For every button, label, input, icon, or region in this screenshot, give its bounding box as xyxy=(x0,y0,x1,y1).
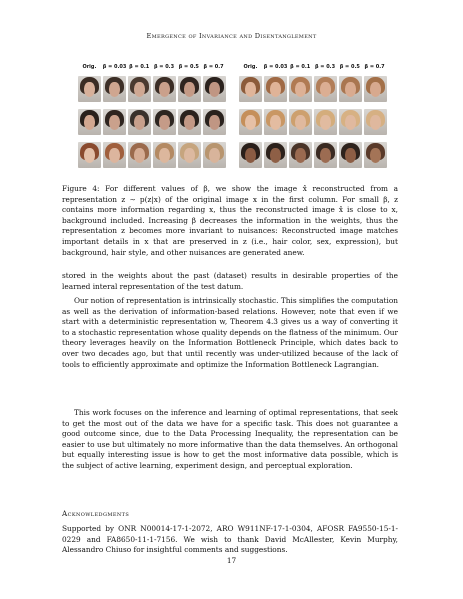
face-image xyxy=(339,76,362,102)
face-image xyxy=(264,76,287,102)
paragraph-text: This work focuses on the inference and learning of optimal representations, that seek to get the most out of the data we have for a specific task. This does not guarantee a good outcome since, due to the Data Processing Inequality, the representation can be easier to use but ultimately no more informative than the data themselves. An orthogonal but equally interesting issue is how to get the most informative data possible, which is the subject of active learning, experiment design, and perceptual exploration. xyxy=(62,408,398,470)
body-paragraph-1 xyxy=(62,271,398,292)
face-image xyxy=(289,142,312,168)
paragraph-text: stored in the weights about the past (dataset) results in desirable properties of the learned interal representation of the test datum. xyxy=(62,271,398,291)
figure-caption: Figure 4: For different values of β, we show the image x̂ reconstructed from a representation z ∼ p(z|x) of the original image x in the first column. For small β, z contains more information regarding x, thus the reconstructed image x̂ is close to x, background included. Increasing β decreases the information in the weights, thus the representation z becomes more invariant to nuisances: Reconstructed image matches important details in x that are preserved in z (i.e., hair color, sex, expression), but background, hair style, and other nuisances are generated anew. xyxy=(62,184,398,257)
face-image xyxy=(78,76,101,102)
face-image xyxy=(178,76,201,102)
face-image xyxy=(153,109,176,135)
face-image xyxy=(264,142,287,168)
column-labels-left xyxy=(78,64,227,73)
col-label: Orig. xyxy=(82,64,97,70)
face-image xyxy=(264,109,287,135)
col-label: β = 0.7 xyxy=(364,64,385,70)
face-image xyxy=(364,142,387,168)
body-paragraph-3 xyxy=(62,408,398,472)
face-image xyxy=(289,109,312,135)
figure-4 xyxy=(78,64,388,174)
face-image xyxy=(239,142,262,168)
face-image xyxy=(153,76,176,102)
col-label: β = 0.3 xyxy=(314,64,336,70)
face-image xyxy=(364,109,387,135)
col-label: β = 0.03 xyxy=(102,64,127,70)
face-image xyxy=(239,109,262,135)
face-image xyxy=(339,109,362,135)
face-image xyxy=(364,76,387,102)
col-label: Orig. xyxy=(243,64,258,70)
face-image xyxy=(239,76,262,102)
figure-panel-left xyxy=(78,64,227,168)
acknowledgments-text xyxy=(62,524,398,556)
col-label: β = 0.03 xyxy=(263,64,288,70)
face-image xyxy=(314,142,337,168)
figure-panel-right xyxy=(239,64,388,168)
face-image xyxy=(314,76,337,102)
face-image xyxy=(314,109,337,135)
running-head: Emergence of Invariance and Disentanglement xyxy=(146,32,317,40)
face-image xyxy=(339,142,362,168)
face-image xyxy=(203,109,226,135)
col-label: β = 0.3 xyxy=(153,64,175,70)
face-image xyxy=(153,142,176,168)
face-image xyxy=(203,76,226,102)
face-grid-left xyxy=(78,76,227,168)
face-image xyxy=(103,76,126,102)
face-image xyxy=(178,142,201,168)
col-label: β = 0.7 xyxy=(203,64,224,70)
face-image xyxy=(128,142,151,168)
col-label: β = 0.1 xyxy=(290,64,311,70)
face-image xyxy=(103,109,126,135)
paragraph-text: Supported by ONR N00014-17-1-2072, ARO W911NF-17-1-0304, AFOSR FA9550-15-1-0229 and FA8650-11-1-7156. We wish to thank David McAllester, Kevin Murphy, Alessandro Chiuso for insightful comments and suggestions. xyxy=(62,524,398,555)
section-heading: Acknowledgments xyxy=(62,509,130,518)
face-grid-right xyxy=(239,76,388,168)
face-image xyxy=(78,142,101,168)
face-image xyxy=(103,142,126,168)
face-image xyxy=(289,76,312,102)
face-image xyxy=(128,109,151,135)
page-number: 17 xyxy=(226,556,237,565)
col-label: β = 0.5 xyxy=(339,64,360,70)
body-paragraph-2 xyxy=(62,296,398,370)
paragraph-text: Our notion of representation is intrinsically stochastic. This simplifies the computation as well as the derivation of information-based relations. However, note that even if we start with a deterministic representation w, Theorem 4.3 gives us a way of converting it to a stochastic representation whose quality depends on the flatness of the minimum. Our theory leverages heavily on the Information Bottleneck Principle, which dates back to over two decades ago, but that until recently was under-utilized because of the lack of tools to efficiently approximate and optimize the Information Bottleneck Lagrangian. xyxy=(62,296,398,369)
face-image xyxy=(178,109,201,135)
col-label: β = 0.1 xyxy=(129,64,150,70)
column-labels-right xyxy=(239,64,388,73)
face-image xyxy=(78,109,101,135)
face-image xyxy=(203,142,226,168)
col-label: β = 0.5 xyxy=(178,64,199,70)
face-image xyxy=(128,76,151,102)
